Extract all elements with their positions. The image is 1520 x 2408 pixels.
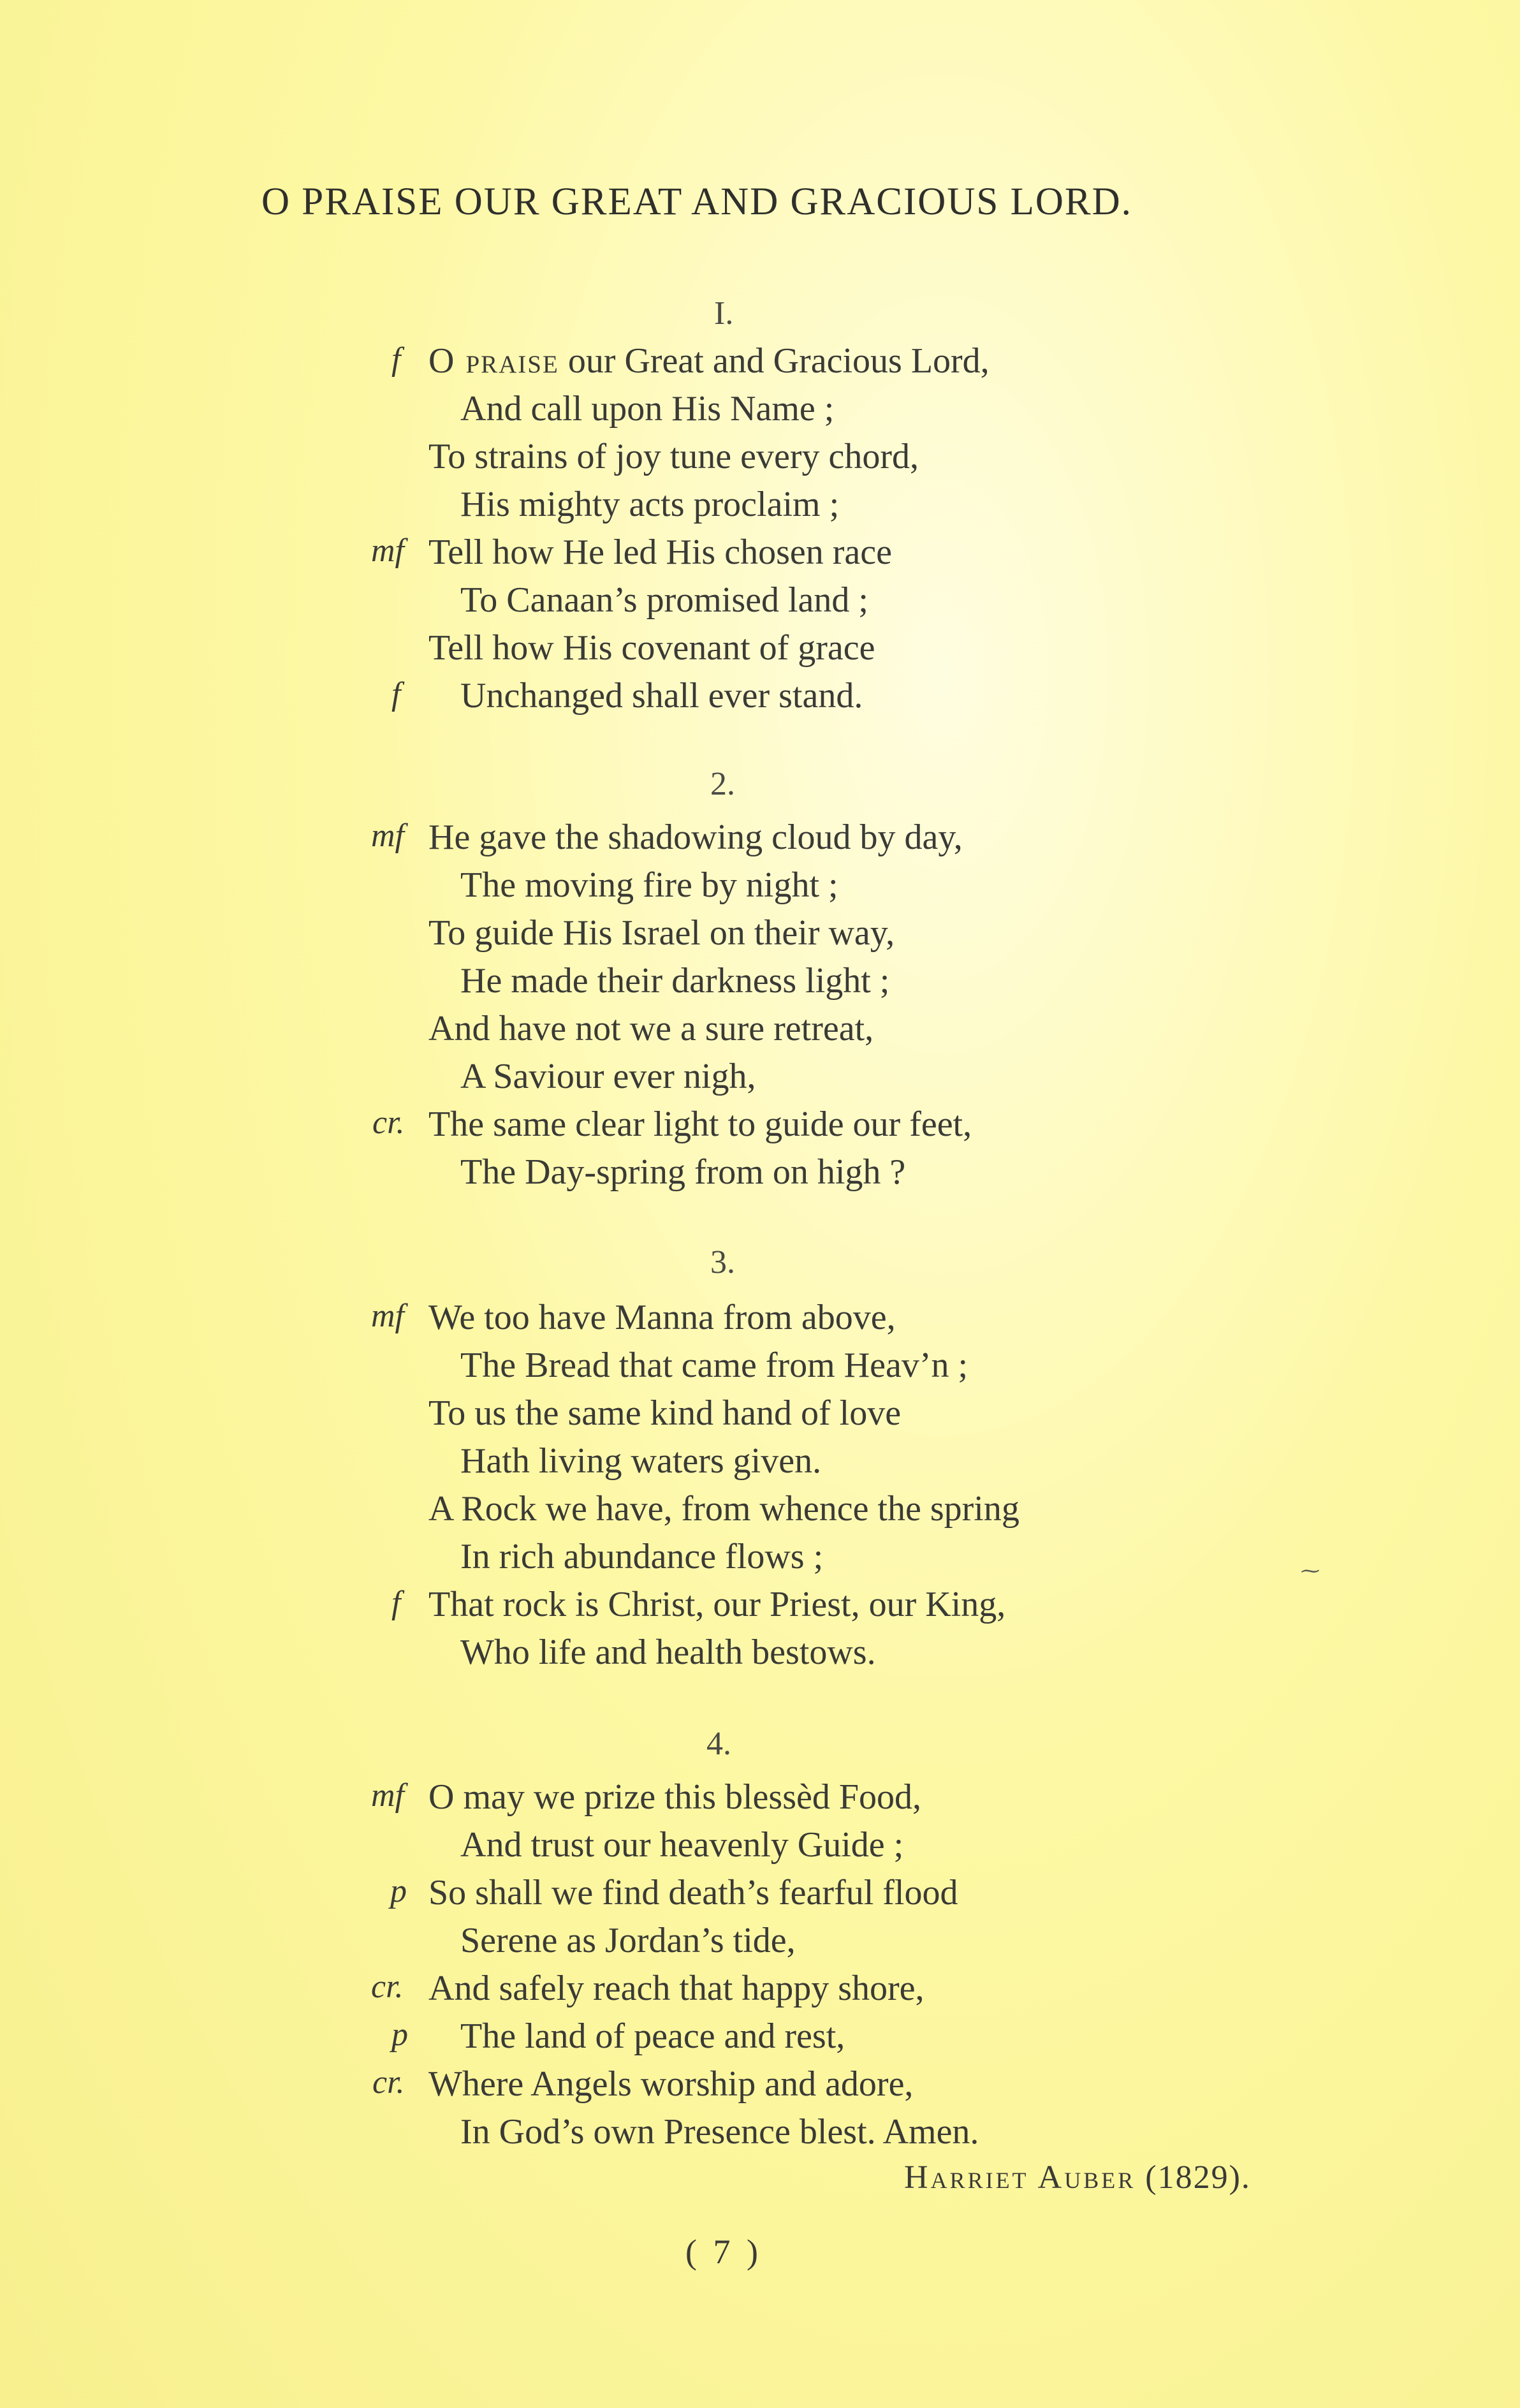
verse-line: Serene as Jordan’s tide, — [460, 1921, 796, 1960]
dynamic-marking: mf — [371, 1777, 404, 1814]
verse-line: Tell how He led His chosen race — [428, 532, 892, 572]
dynamic-marking: cr. — [372, 1105, 405, 1141]
dynamic-marking: cr. — [371, 1969, 404, 2005]
dynamic-marking: cr. — [372, 2064, 405, 2101]
verse-line: His mighty acts proclaim ; — [460, 485, 840, 524]
verse-line: In rich abundance flows ; — [460, 1537, 824, 1576]
dynamic-marking: f — [391, 676, 401, 712]
verse-line: And call upon His Name ; — [460, 389, 835, 429]
verse-line: O may we prize this blessèd Food, — [428, 1777, 921, 1817]
verse-line: Tell how His covenant of grace — [428, 628, 875, 668]
dynamic-marking: mf — [371, 532, 404, 569]
dynamic-marking: p — [390, 1873, 407, 1909]
verse-line: To guide His Israel on their way, — [428, 913, 895, 953]
initial-small-caps: O praise — [428, 341, 559, 381]
verse-line: To us the same kind hand of love — [428, 1393, 902, 1433]
verse-line: He made their darkness light ; — [460, 961, 890, 1001]
dynamic-marking: f — [391, 341, 401, 378]
verse-line: The Bread that came from Heav’n ; — [460, 1346, 968, 1385]
verse-line: The same clear light to guide our feet, — [428, 1105, 972, 1144]
verse-line: That rock is Christ, our Priest, our King, — [428, 1585, 1006, 1624]
verse-line: The moving fire by night ; — [460, 865, 838, 905]
author-attribution — [904, 2159, 1251, 2196]
verse-line: In God’s own Presence blest. Amen. — [460, 2112, 979, 2152]
verse-line — [428, 343, 990, 379]
verse-line: Hath living waters given. — [460, 1441, 822, 1481]
verse-line: To strains of joy tune every chord, — [428, 437, 919, 476]
verse-line: A Rock we have, from whence the spring — [428, 1489, 1019, 1529]
author-name: Harriet Auber — [904, 2159, 1136, 2196]
verse-line: So shall we find death’s fearful flood — [428, 1873, 958, 1912]
verse-number: I. — [714, 295, 734, 332]
dynamic-marking: f — [391, 1585, 401, 1621]
dynamic-marking: mf — [371, 1298, 404, 1334]
verse-number: 2. — [710, 766, 735, 802]
verse-line: Unchanged shall ever stand. — [460, 676, 863, 716]
verse-line: He gave the shadowing cloud by day, — [428, 818, 963, 857]
verse-line: The land of peace and rest, — [460, 2016, 845, 2056]
verse-line: And have not we a sure retreat, — [428, 1009, 874, 1048]
verse-line: Who life and health bestows. — [460, 1633, 876, 1672]
verse-line: And safely reach that happy shore, — [428, 1969, 924, 2008]
verse-line: To Canaan’s promised land ; — [460, 580, 868, 620]
verse-line: And trust our heavenly Guide ; — [460, 1825, 904, 1865]
line-rest: our Great and Gracious Lord, — [559, 341, 990, 381]
verse-line: We too have Manna from above, — [428, 1298, 896, 1337]
hymn-title: O PRAISE OUR GREAT AND GRACIOUS LORD. — [261, 180, 1132, 223]
page-number: ( 7 ) — [685, 2233, 762, 2271]
margin-mark: ⁓ — [1301, 1560, 1320, 1582]
dynamic-marking: mf — [371, 818, 404, 854]
verse-number: 4. — [706, 1726, 731, 1762]
verse-line: Where Angels worship and adore, — [428, 2064, 914, 2104]
verse-line: A Saviour ever nigh, — [460, 1057, 756, 1096]
verse-number: 3. — [710, 1244, 735, 1281]
dynamic-marking: p — [391, 2016, 408, 2053]
verse-line: The Day-spring from on high ? — [460, 1152, 906, 1192]
author-year: (1829). — [1145, 2159, 1251, 2196]
